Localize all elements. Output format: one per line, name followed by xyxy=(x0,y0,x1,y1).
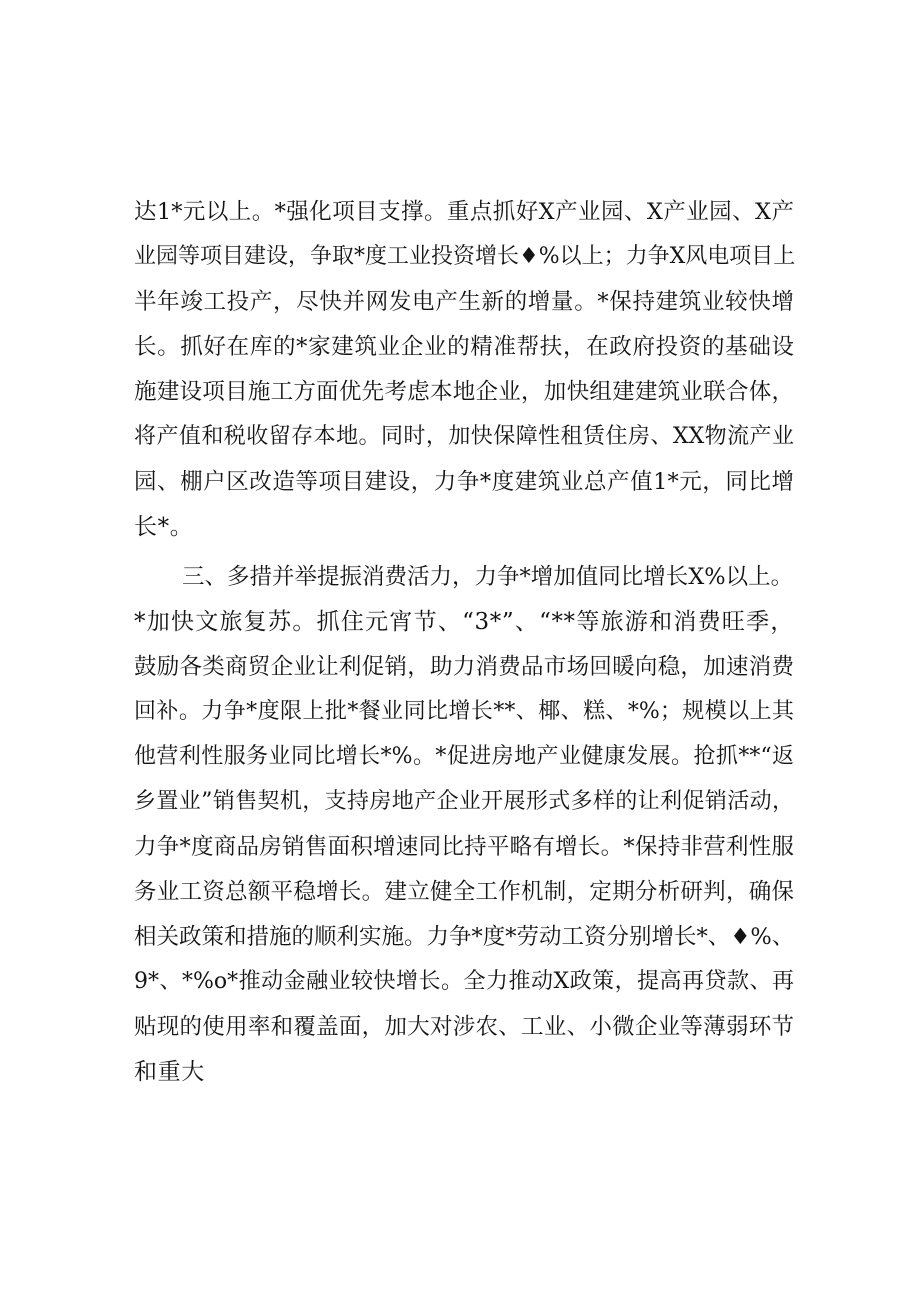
paragraph-2-line-3: 鼓励各类商贸企业让利促销，助力消费品市场回暖向稳，加速消费 xyxy=(134,654,794,680)
paragraph-2-line-12: 和重大 xyxy=(134,1059,205,1085)
paragraph-2-line-2: *加快文旅复苏。抓住元宵节、“3*”、“**等旅游和消费旺季， xyxy=(134,609,794,635)
paragraph-2-line-4: 回补。力争*度限上批*餐业同比增长**、椰、糕、*%；规模以上其 xyxy=(134,699,794,724)
paragraph-1-line-3: 半年竣工投产，尽快并网发电产生新的增量。*保持建筑业较快增 xyxy=(134,289,794,315)
paragraph-2-line-7: 力争*度商品房销售面积增速同比持平略有增长。*保持非营利性服 xyxy=(134,834,794,860)
paragraph-2-line-9: 相关政策和措施的顺利实施。力争*度*劳动工资分别增长*、♦%、 xyxy=(134,924,795,950)
paragraph-2-line-10: 9*、*%o*推动金融业较快增长。全力推动X政策，提高再贷款、再 xyxy=(134,969,794,994)
paragraph-1-line-7: 园、棚户区改造等项目建设，力争*度建筑业总产值1*元，同比增 xyxy=(134,469,794,495)
paragraph-2-line-5: 他营利性服务业同比增长*%。*促进房地产业健康发展。抢抓**“返 xyxy=(134,744,794,769)
paragraph-1-line-1: 达1*元以上。*强化项目支撑。重点抓好X产业园、X产业园、X产 xyxy=(134,199,794,225)
paragraph-2-line-6: 乡置业”销售契机，支持房地产企业开展形式多样的让利促销活动， xyxy=(134,789,794,814)
paragraph-1-line-4: 长。抓好在库的*家建筑业企业的精准帮扶，在政府投资的基础设 xyxy=(134,334,794,360)
paragraph-1-line-2: 业园等项目建设，争取*度工业投资增长♦%以上；力争X风电项目上 xyxy=(134,244,796,269)
paragraph-1-line-8: 长*。 xyxy=(134,514,194,540)
paragraph-2-line-8: 务业工资总额平稳增长。建立健全工作机制，定期分析研判，确保 xyxy=(134,879,794,905)
paragraph-1-line-5: 施建设项目施工方面优先考虑本地企业，加快组建建筑业联合体， xyxy=(134,379,794,405)
paragraph-1-line-6: 将产值和税收留存本地。同时，加快保障性租赁住房、XX物流产业 xyxy=(134,424,794,449)
paragraph-2-heading-line: 三、多措并举提振消费活力，力争*增加值同比增长X%以上。 xyxy=(182,564,794,590)
paragraph-2-line-11: 贴现的使用率和覆盖面，加大对涉农、工业、小微企业等薄弱环节 xyxy=(134,1014,794,1040)
